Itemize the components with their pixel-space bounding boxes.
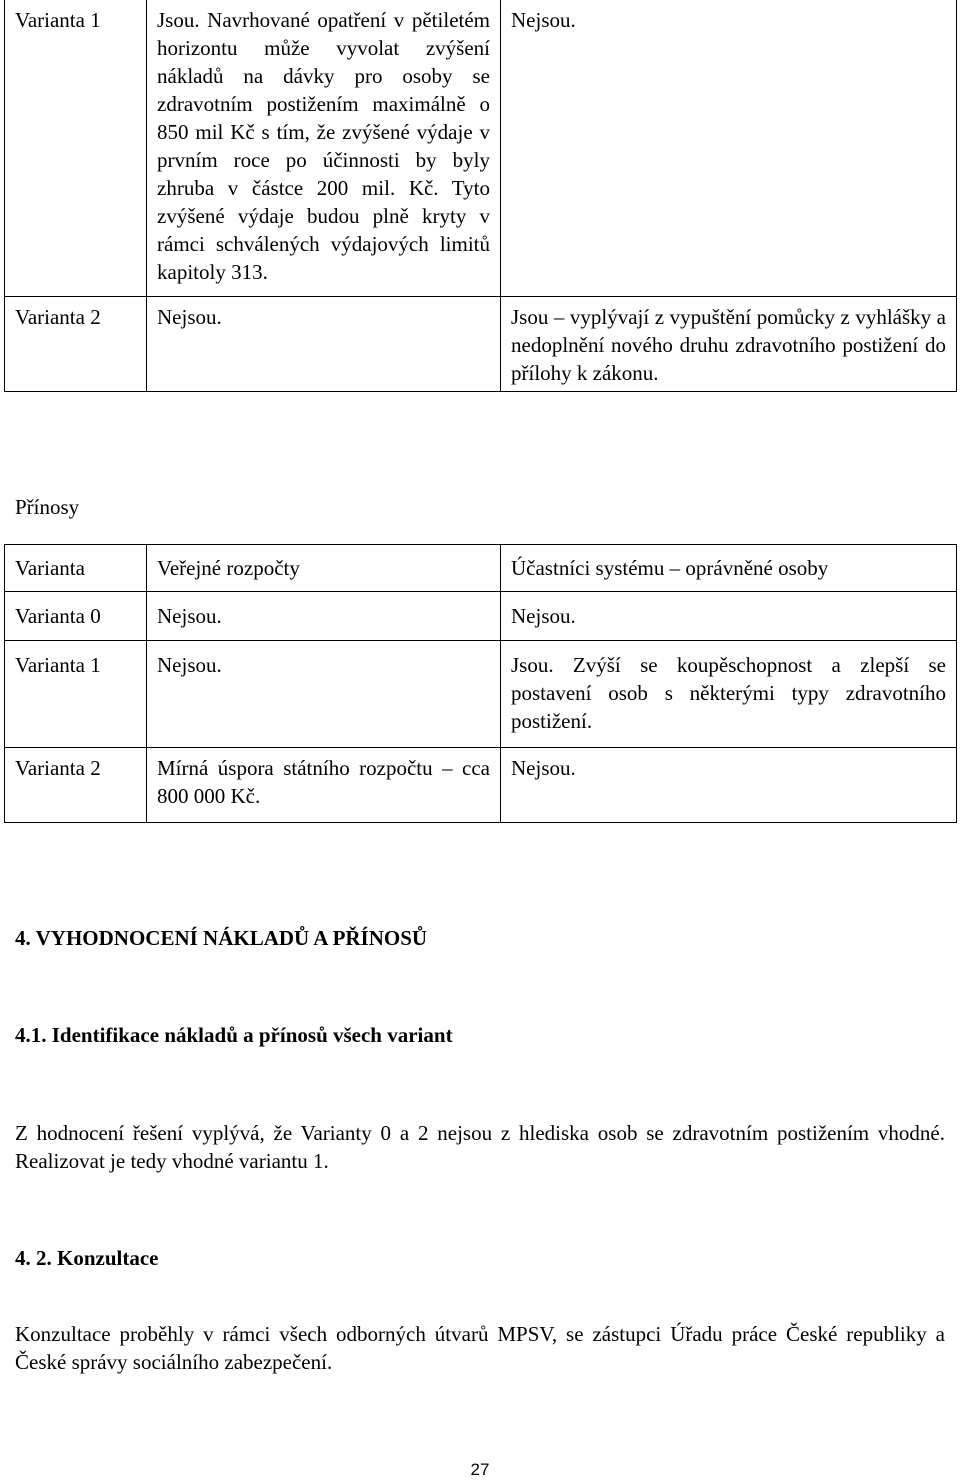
costs-table xyxy=(4,0,957,392)
participants-cell: Nejsou. xyxy=(501,748,957,823)
public-budgets-cell: Nejsou. xyxy=(147,592,501,641)
public-budgets-cell: Nejsou. xyxy=(147,297,501,392)
section-4-2-text: Konzultace proběhly v rámci všech odborných útvarů MPSV, se zástupci Úřadu práce České republiky a České správy sociálního zabezpečení. xyxy=(15,1322,945,1374)
variant-label: Varianta 2 xyxy=(5,297,147,392)
section-4-1-text: Z hodnocení řešení vyplývá, že Varianty 0 a 2 nejsou z hlediska osob se zdravotním postižením vhodné. Realizovat je tedy vhodné variantu 1. xyxy=(15,1121,945,1173)
variant-label: Varianta 1 xyxy=(5,641,147,748)
participants-cell: Jsou – vyplývají z vypuštění pomůcky z vyhlášky a nedoplnění nového druhu zdravotního postižení do přílohy k zákonu. xyxy=(501,297,957,392)
table-row xyxy=(5,641,957,748)
variant-label: Varianta 0 xyxy=(5,592,147,641)
header-participants: Účastníci systému – oprávněné osoby xyxy=(501,545,957,592)
variant-label: Varianta 2 xyxy=(5,748,147,823)
public-budgets-cell: Jsou. Navrhované opatření v pětiletém horizontu může vyvolat zvýšení nákladů na dávky pro osoby se zdravotním postižením maximálně o 850 mil Kč s tím, že zvýšené výdaje v prvním roce po účinnosti by byly zhruba v částce 200 mil. Kč. Tyto zvýšené výdaje budou plně kryty v rámci schválených výdajových limitů kapitoly 313. xyxy=(147,0,501,297)
participants-cell: Nejsou. xyxy=(501,0,957,297)
benefits-table xyxy=(4,544,957,823)
variant-label: Varianta 1 xyxy=(5,0,147,297)
table-row xyxy=(5,748,957,823)
table-row xyxy=(5,592,957,641)
table-row xyxy=(5,0,957,297)
participants-cell: Jsou. Zvýší se koupěschopnost a zlepší se postavení osob s některými typy zdravotního postižení. xyxy=(501,641,957,748)
page-number: 27 xyxy=(470,1460,490,1479)
header-variant: Varianta xyxy=(5,545,147,592)
public-budgets-cell: Mírná úspora státního rozpočtu – cca 800 000 Kč. xyxy=(147,748,501,823)
table-row xyxy=(5,297,957,392)
section-4-title: 4. VYHODNOCENÍ NÁKLADŮ A PŘÍNOSŮ xyxy=(15,926,428,950)
table-header-row xyxy=(5,545,957,592)
section-4-1-title: 4.1. Identifikace nákladů a přínosů všech variant xyxy=(15,1023,453,1047)
section-4-2-title: 4. 2. Konzultace xyxy=(15,1246,159,1270)
participants-cell: Nejsou. xyxy=(501,592,957,641)
public-budgets-cell: Nejsou. xyxy=(147,641,501,748)
benefits-heading: Přínosy xyxy=(15,495,80,519)
header-public-budgets: Veřejné rozpočty xyxy=(147,545,501,592)
